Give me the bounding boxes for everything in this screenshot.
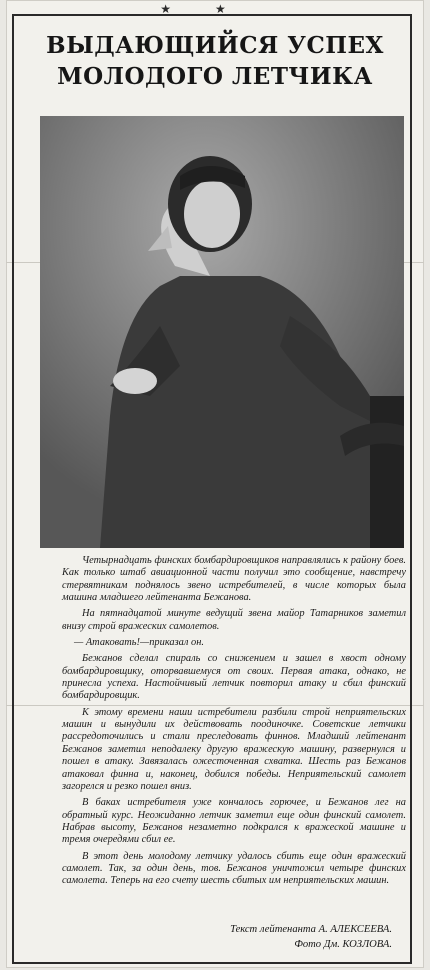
pilot-photo (40, 116, 404, 548)
headline-line-2: МОЛОДОГО ЛЕТЧИКА (57, 63, 373, 90)
article-paragraph-2: На пятнадцатой минуте ведущий звена майор Татарников заметил внизу строй вражеских самолетов. (62, 608, 406, 632)
credits (62, 922, 392, 952)
article-paragraph-7: В этот день молодому летчику удалось сбить еще один вражеский самолет. Так, за один день, тов. Бежанов уничтожил четыре финских самолета. Теперь на его счету шесть сбитых им неприятельских машин. (62, 850, 406, 887)
headline (0, 30, 430, 92)
article-body (62, 555, 406, 892)
article-paragraph-6: В баках истребителя уже кончалось горючее, и Бежанов лег на обратный курс. Неожиданно летчик заметил еще один финский самолет. Набрав высоту, Бежанов незаметно подкрался к вражеской машине и тремя очередями сбил ее. (62, 797, 406, 846)
article-paragraph-1: Четырнадцать финских бомбардировщиков направлялись к району боев. Как только штаб авиационной части получил это сообщение, навстречу стервятникам поднялось звено истребителей, в числе которых была машина младшего лейтенанта Бежанова. (62, 555, 406, 604)
masthead-stars: ★★ (160, 2, 270, 16)
photo-credit: Фото Дм. КОЗЛОВА. (294, 939, 392, 950)
article-paragraph-3: — Атаковать!—приказал он. (74, 637, 204, 649)
headline-line-1: ВЫДАЮЩИЙСЯ УСПЕХ (46, 32, 384, 59)
pilot-portrait-illustration (40, 116, 404, 548)
article-paragraph-5: К этому времени наши истребители разбили строй неприятельских машин и вынудили их действовать поодиночке. Советские летчики рассредоточились и стали преследовать финнов. Младший лейтенант Бежанов заметил неподалеку другую вражескую машину, развернулся и пошел в атаку. Завязалась ожесточенная схватка. Шесть раз Бежанов атаковал финна и, наконец, добился победы. Неприятельский самолет загорелся и резко пошел вниз. (62, 706, 406, 792)
article-paragraph-4: Бежанов сделал спираль со снижением и зашел в хвост одному бомбардировщику, оторвавшемуся от своих. Первая атака, однако, не принесла успеха. Настойчивый летчик повторил атаку и сбил финский бомбардировщик. (62, 653, 406, 702)
text-credit: Текст лейтенанта А. АЛЕКСЕЕВА. (230, 924, 392, 935)
